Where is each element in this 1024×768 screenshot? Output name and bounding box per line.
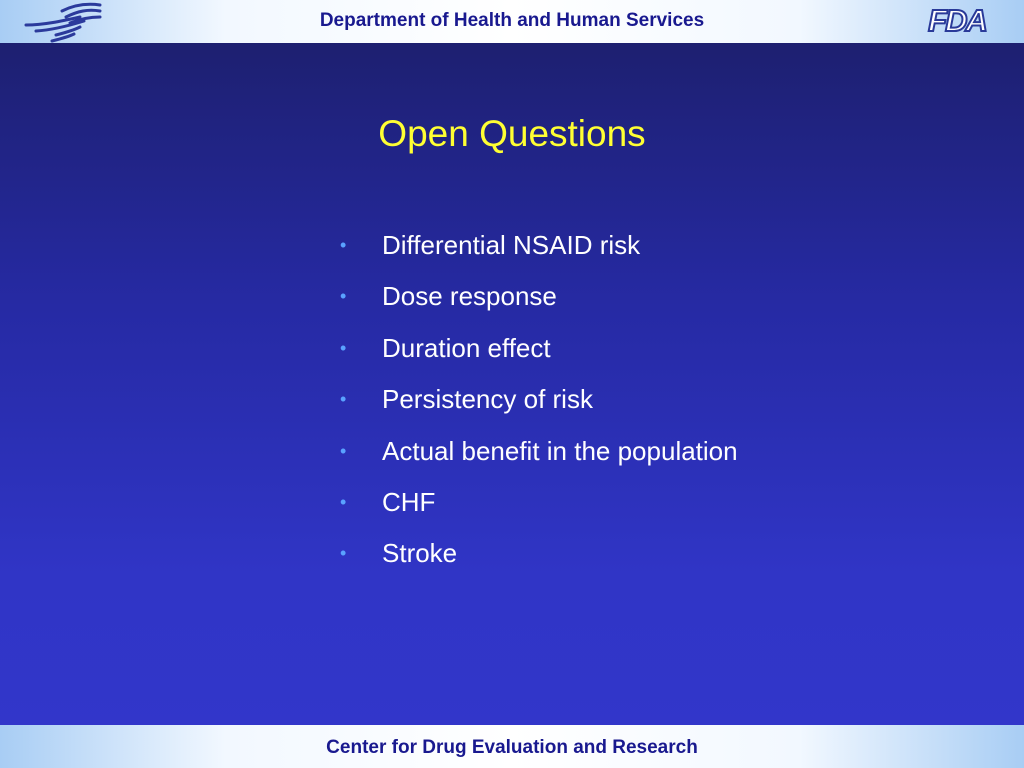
footer-title: Center for Drug Evaluation and Research bbox=[326, 737, 698, 758]
bullet-text: Stroke bbox=[382, 538, 458, 569]
bullet-item bbox=[340, 226, 940, 277]
bullet-text: Persistency of risk bbox=[382, 384, 593, 415]
bullet-item bbox=[340, 277, 940, 328]
bullet-dot-icon: • bbox=[340, 543, 347, 564]
bullet-text: CHF bbox=[382, 486, 436, 517]
footer-banner bbox=[0, 725, 1024, 768]
bullet-dot-icon: • bbox=[340, 389, 347, 410]
bullet-dot-icon: • bbox=[340, 491, 347, 512]
bullet-text: Actual benefit in the population bbox=[382, 435, 738, 466]
bullet-dot-icon: • bbox=[340, 440, 347, 461]
bullet-dot-icon: • bbox=[340, 286, 347, 307]
bullet-item bbox=[340, 380, 940, 431]
fda-logo-icon bbox=[916, 3, 998, 39]
bullet-item bbox=[340, 534, 940, 585]
bullet-text: Dose response bbox=[382, 281, 557, 312]
slide-title: Open Questions bbox=[378, 113, 646, 154]
bullet-list bbox=[340, 226, 940, 586]
fda-logo-text: FDA bbox=[928, 3, 986, 38]
bullet-item bbox=[340, 329, 940, 380]
bullet-dot-icon: • bbox=[340, 337, 347, 358]
bullet-item bbox=[340, 432, 940, 483]
bullet-text: Differential NSAID risk bbox=[382, 230, 641, 260]
bullet-text: Duration effect bbox=[382, 332, 551, 363]
header-banner bbox=[0, 0, 1024, 43]
bullet-dot-icon: • bbox=[340, 235, 347, 255]
header-title: Department of Health and Human Services bbox=[319, 10, 705, 31]
bullet-item bbox=[340, 483, 940, 534]
